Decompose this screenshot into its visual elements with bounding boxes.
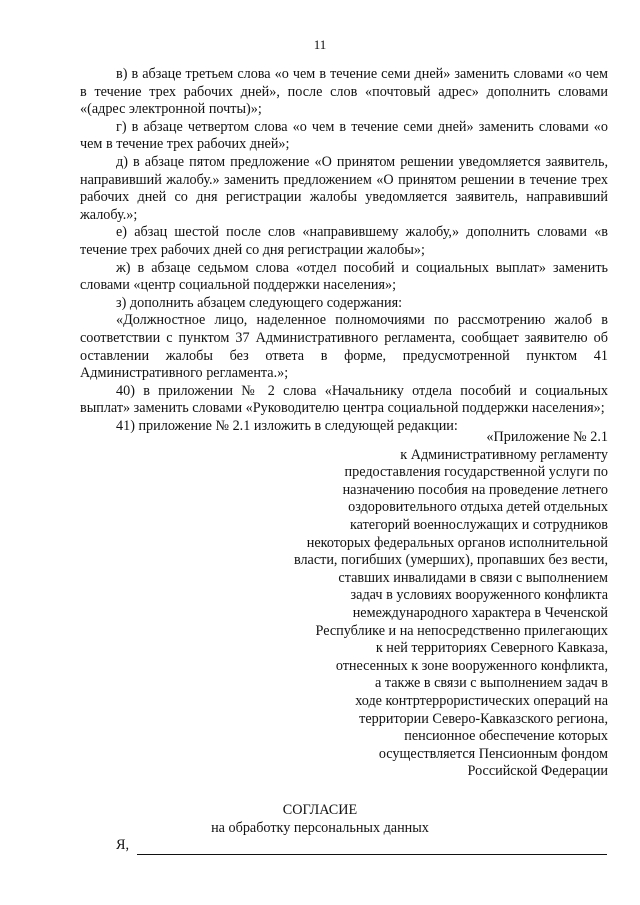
appendix-line: предоставления государственной услуги по	[344, 464, 608, 481]
appendix-line: оздоровительного отдыха детей отдельных	[348, 499, 608, 516]
paragraph-v: в) в абзаце третьем слова «о чем в течение семи дней» заменить словами «о чем в течение трех рабочих дней», после слов «почтовый адрес» дополнить словами «(адрес электронной почты)»;	[80, 66, 608, 118]
paragraph-quoted: «Должностное лицо, наделенное полномочиями по рассмотрению жалоб в соответствии с пунктом 37 Административного регламента, сообщает заявителю об оставлении жалобы без ответа в форме, предусмотренной пунктом 41 Административного регламента.»;	[80, 312, 608, 382]
appendix-line: Республике и на непосредственно прилегающих	[315, 622, 608, 639]
appendix-line: немеждународного характера в Чеченской	[352, 604, 608, 621]
paragraph-41: 41) приложение № 2.1 изложить в следующей редакции:	[116, 417, 458, 434]
ya-label: Я,	[116, 837, 130, 853]
appendix-header	[200, 429, 608, 781]
appendix-line: власти, погибших (умерших), пропавших без вести,	[293, 552, 608, 569]
paragraph-d: д) в абзаце пятом предложение «О принятом решении уведомляется заявитель, направивший жалобу.» заменить предложением «О принятом решении в течение трех рабочих дней со дня регистрации жалобы уведомляется заявитель, направивший жалобу.»;	[80, 153, 608, 223]
appendix-line: задач в условиях вооруженного конфликта	[350, 587, 608, 604]
appendix-line: территории Северо-Кавказского региона,	[359, 710, 608, 727]
appendix-line: ходе контртеррористических операций на	[355, 692, 608, 709]
appendix-line: к Административному регламенту	[400, 446, 608, 463]
appendix-line: отнесенных к зоне вооруженного конфликта,	[335, 657, 608, 674]
amendment-text	[80, 66, 608, 435]
name-blank-line	[137, 840, 607, 855]
appendix-line: Российской Федерации	[467, 763, 608, 780]
appendix-line: назначению пособия на проведение летнего	[342, 481, 608, 498]
appendix-line: а также в связи с выполнением задач в	[375, 675, 608, 692]
paragraph-z: з) дополнить абзацем следующего содержания:	[116, 294, 403, 311]
paragraph-e: е) абзац шестой после слов «направившему жалобу,» дополнить словами «в течение трех рабочих дней со дня регистрации жалобы»;	[80, 224, 608, 258]
name-fill-row	[116, 837, 607, 855]
appendix-line: пенсионное обеспечение которых	[404, 728, 608, 745]
appendix-line: ставших инвалидами в связи с выполнением	[338, 569, 608, 586]
appendix-line: некоторых федеральных органов исполнительной	[306, 534, 608, 551]
paragraph-zh: ж) в абзаце седьмом слова «отдел пособий и социальных выплат» заменить словами «центр социальной поддержки населения»;	[80, 259, 608, 294]
appendix-line: категорий военнослужащих и сотрудников	[349, 516, 608, 533]
agreement-subtitle: на обработку персональных данных	[211, 820, 429, 836]
paragraph-40: 40) в приложении № 2 слова «Начальнику отдела пособий и социальных выплат» заменить словами «Руководителю центра социальной поддержки населения»;	[80, 382, 608, 417]
page-number: 11	[313, 37, 327, 52]
appendix-line: «Приложение № 2.1	[486, 429, 608, 445]
agreement-title: СОГЛАСИЕ	[282, 802, 358, 818]
appendix-line: к ней территориях Северного Кавказа,	[375, 640, 608, 657]
paragraph-g: г) в абзаце четвертом слова «о чем в течение семи дней» заменить словами «о чем в течение трех рабочих дней»;	[80, 118, 608, 153]
appendix-line: осуществляется Пенсионным фондом	[378, 745, 608, 762]
